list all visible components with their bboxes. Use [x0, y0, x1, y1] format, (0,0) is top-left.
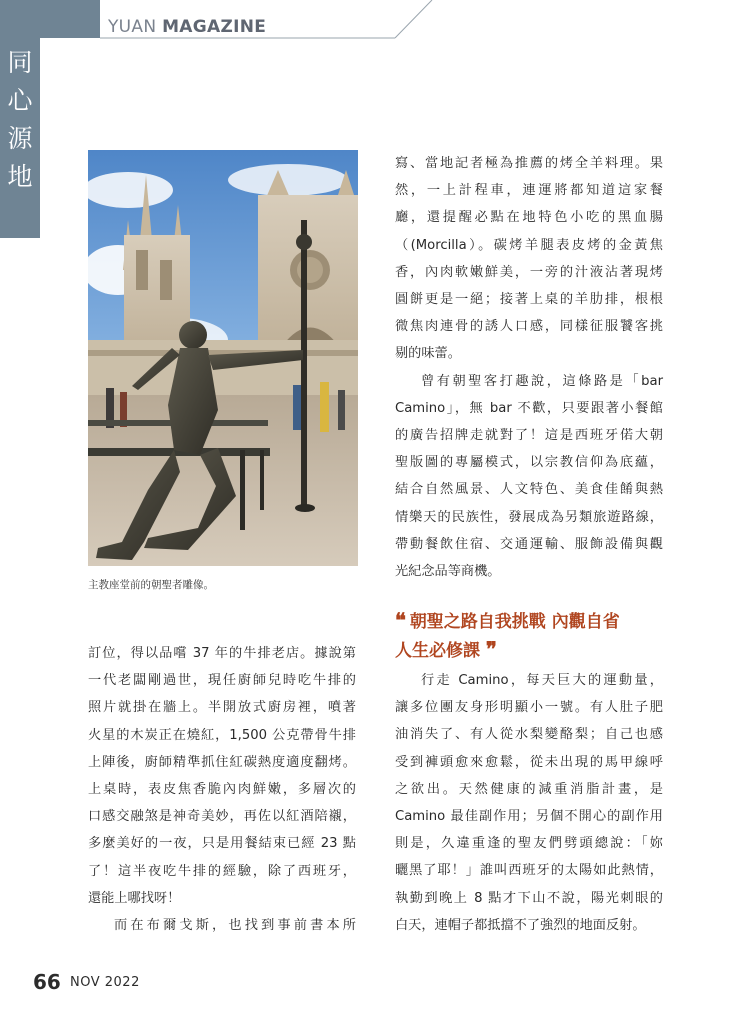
text-line: 帶動餐飲住宿、交通運輸、服飾設備與觀	[395, 536, 663, 552]
section-heading-line1: 朝聖之路自我挑戰 內觀自省	[409, 612, 620, 632]
text-line: 照片就掛在牆上。半開放式廚房裡，噴著	[88, 700, 356, 716]
text-line: 上陣後，廚師精準抓住紅碳熱度適度翻烤。	[88, 754, 356, 770]
text-line: 執勤到晚上 8 點才下山不說，陽光刺眼的	[395, 890, 663, 906]
text-line: 然，一上計程車，連運將都知道這家餐	[395, 183, 663, 199]
text-line: 寫、當地記者極為推薦的烤全羊料理。果	[395, 156, 663, 171]
paragraph	[88, 640, 356, 912]
text-line: 結合自然風景、人文特色、美食佳餚與熱	[395, 482, 663, 498]
text-line: 白天，連帽子都抵擋不了強烈的地面反射。	[395, 917, 646, 933]
text-line: 圓餅更是一絕；接著上桌的羊肋排，根根	[395, 292, 663, 308]
text-line: 香，內肉軟嫩鮮美，一旁的汁液沾著現烤	[395, 264, 663, 280]
text-line: 了！這半夜吃牛排的經驗，除了西班牙，	[88, 863, 356, 879]
column-title-char: 同	[7, 48, 33, 77]
right-column-bottom	[395, 667, 663, 939]
text-line: 曾有朝聖客打趣說，這條路是「bar	[421, 373, 663, 389]
text-line: 之欲出。天然健康的減重消脂計畫，是	[395, 781, 663, 797]
text-line: 情樂天的民族性，發展成為另類旅遊路線，	[395, 509, 663, 525]
text-line: 火星的木炭正在燒紅，1,500 公克帶骨牛排	[88, 727, 356, 743]
open-quote-icon: ❛❛	[395, 608, 404, 632]
section-heading	[395, 607, 663, 665]
paragraph	[395, 368, 663, 586]
paragraph	[395, 667, 663, 939]
text-line: 廳，還提醒必點在地特色小吃的黑血腸	[395, 210, 663, 226]
section-heading-line2: 人生必修課	[395, 641, 480, 661]
text-line: 光紀念品等商機。	[395, 564, 501, 580]
text-line: 讓多位團友身形明顯小一號。有人肚子肥	[395, 700, 663, 716]
text-line: 油消失了、有人從水梨變酪梨；自己也感	[395, 727, 663, 743]
paragraph	[395, 150, 663, 368]
close-quote-icon: ❜❜	[485, 637, 495, 661]
column-tab	[0, 38, 40, 238]
text-line: 口感交融煞是神奇美妙，再佐以紅酒陪襯，	[88, 809, 356, 825]
text-line: Camino」，無 bar 不歡，只要跟著小餐館	[395, 400, 663, 416]
text-line: 曬黑了耶！」誰叫西班牙的太陽如此熱情，	[395, 863, 663, 879]
photo-caption: 主教座堂前的朝聖者雕像。	[88, 579, 214, 591]
text-line: 受到褲頭愈來愈鬆，從未出現的馬甲線呼	[395, 754, 663, 770]
issue-date: NOV 2022	[70, 975, 140, 990]
column-title-char: 地	[7, 162, 33, 191]
text-line: 多麼美好的一夜，只是用餐結束已經 23 點	[88, 836, 356, 852]
text-line: 則是，久違重逢的聖友們劈頭總說：「妳	[395, 836, 663, 852]
brand-name: MAGAZINE	[162, 17, 267, 37]
text-line: 聖版圖的專屬模式，以宗教信仰為底蘊，	[395, 455, 663, 471]
text-line: 一代老闆剛過世，現任廚師兒時吃牛排的	[88, 673, 356, 689]
column-title-char: 心	[7, 86, 33, 115]
text-line: 訂位，得以品嚐 37 年的牛排老店。據說第	[88, 646, 356, 661]
brand-prefix: YUAN	[108, 17, 157, 37]
text-line: Camino 最佳副作用；另個不開心的副作用	[395, 809, 663, 825]
header-band	[0, 0, 740, 40]
paragraph	[88, 912, 356, 939]
text-line: 微焦肉連骨的誘人口感，同樣征服饕客挑	[395, 319, 663, 335]
text-line: 而在布爾戈斯，也找到事前書本所	[114, 918, 356, 934]
text-line: 的廣告招牌走就對了！這是西班牙偌大朝	[395, 428, 663, 444]
pilgrim-statue-photo	[88, 150, 358, 566]
column-title	[0, 44, 40, 196]
text-line: 上桌時，表皮焦香脆內肉鮮嫩，多層次的	[88, 782, 356, 798]
page-number: 66	[33, 970, 61, 994]
text-line: 還能上哪找呀！	[88, 890, 181, 906]
text-line: 剔的味蕾。	[395, 346, 461, 362]
column-title-char: 源	[7, 124, 33, 153]
right-column-top	[395, 150, 663, 585]
text-line: 行走 Camino，每天巨大的運動量，	[421, 673, 663, 688]
text-line: （(Morcilla）。碳烤羊腿表皮烤的金黃焦	[395, 237, 663, 253]
left-column-bottom	[88, 640, 356, 939]
masthead	[108, 17, 266, 37]
